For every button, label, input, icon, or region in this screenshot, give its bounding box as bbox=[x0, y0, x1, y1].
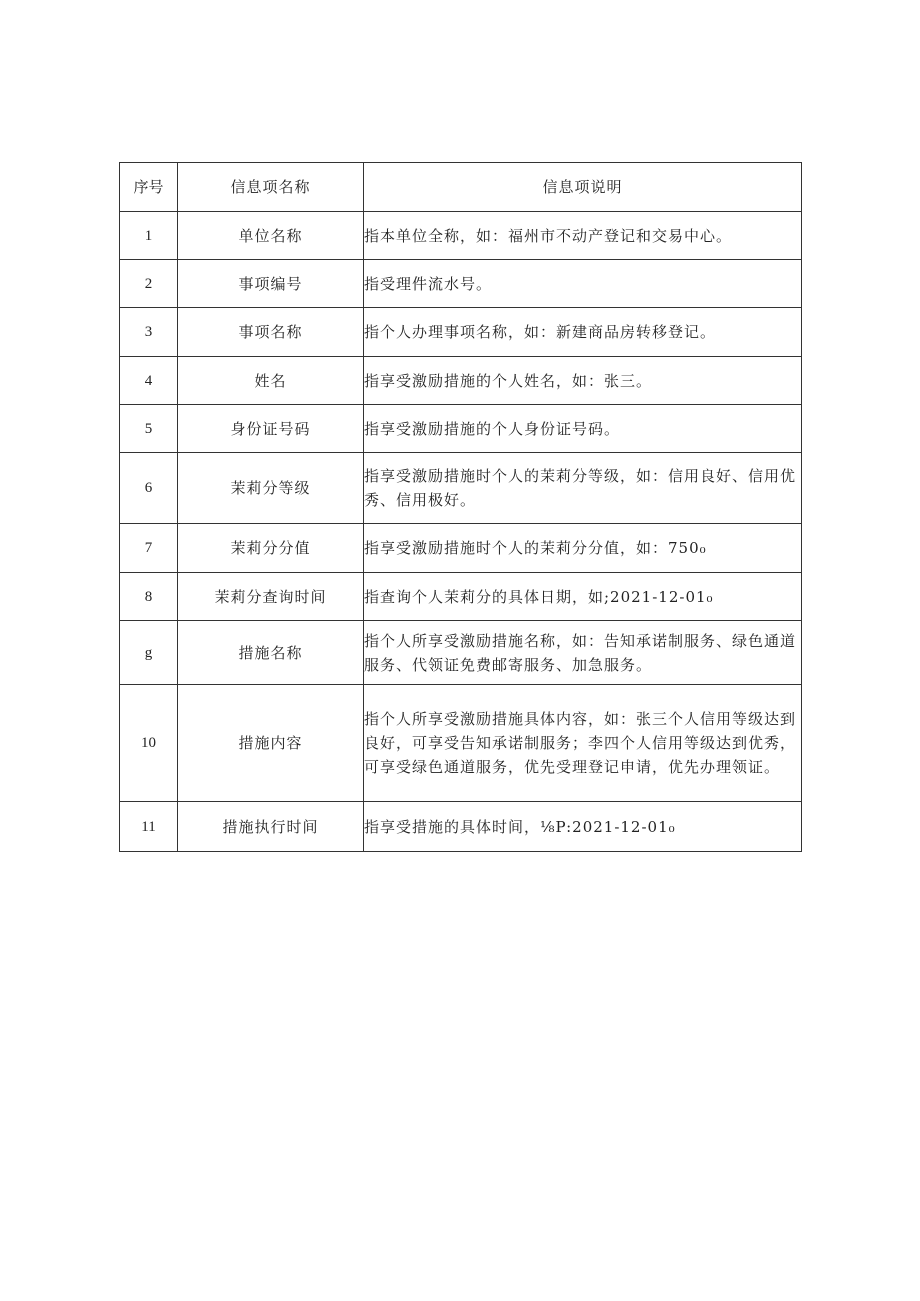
info-items-table bbox=[119, 162, 802, 852]
row-item-description: 指享受激励措施的个人身份证号码。 bbox=[364, 405, 802, 453]
row-item-name: 事项编号 bbox=[178, 260, 364, 308]
row-item-description: 指个人所享受激励措施名称，如：告知承诺制服务、绿色通道服务、代领证免费邮寄服务、加急服务。 bbox=[364, 621, 802, 685]
row-number: 2 bbox=[120, 260, 178, 308]
table-row bbox=[120, 260, 802, 308]
row-item-description: 指享受激励措施时个人的茉莉分分值，如：750₀ bbox=[364, 524, 802, 573]
row-item-description: 指个人所享受激励措施具体内容，如：张三个人信用等级达到良好，可享受告知承诺制服务；李四个人信用等级达到优秀，可享受绿色通道服务，优先受理登记申请，优先办理领证。 bbox=[364, 685, 802, 802]
row-number: 10 bbox=[120, 685, 178, 802]
row-number: 6 bbox=[120, 453, 178, 524]
row-number: g bbox=[120, 621, 178, 685]
row-item-description: 指享受措施的具体时间，⅛P:2021-12-01₀ bbox=[364, 802, 802, 852]
row-number: 11 bbox=[120, 802, 178, 852]
row-item-description: 指本单位全称，如：福州市不动产登记和交易中心。 bbox=[364, 212, 802, 260]
row-item-description: 指享受激励措施时个人的茉莉分等级，如：信用良好、信用优秀、信用极好。 bbox=[364, 453, 802, 524]
table-row bbox=[120, 802, 802, 852]
table-header-row bbox=[120, 163, 802, 212]
row-item-name: 茉莉分等级 bbox=[178, 453, 364, 524]
table-row bbox=[120, 405, 802, 453]
table-row bbox=[120, 573, 802, 621]
row-item-description: 指受理件流水号。 bbox=[364, 260, 802, 308]
header-item-description: 信息项说明 bbox=[364, 163, 802, 212]
row-item-name: 措施执行时间 bbox=[178, 802, 364, 852]
row-item-name: 单位名称 bbox=[178, 212, 364, 260]
table-row bbox=[120, 621, 802, 685]
row-item-name: 身份证号码 bbox=[178, 405, 364, 453]
row-item-name: 事项名称 bbox=[178, 308, 364, 357]
table-row bbox=[120, 357, 802, 405]
table-row bbox=[120, 685, 802, 802]
row-number: 4 bbox=[120, 357, 178, 405]
row-number: 5 bbox=[120, 405, 178, 453]
row-item-name: 茉莉分查询时间 bbox=[178, 573, 364, 621]
table-row bbox=[120, 524, 802, 573]
table-row bbox=[120, 453, 802, 524]
row-item-description: 指查询个人茉莉分的具体日期，如;2021-12-01₀ bbox=[364, 573, 802, 621]
row-number: 3 bbox=[120, 308, 178, 357]
row-number: 1 bbox=[120, 212, 178, 260]
row-number: 7 bbox=[120, 524, 178, 573]
table-row bbox=[120, 308, 802, 357]
row-number: 8 bbox=[120, 573, 178, 621]
table-row bbox=[120, 212, 802, 260]
row-item-name: 措施名称 bbox=[178, 621, 364, 685]
row-item-description: 指个人办理事项名称，如：新建商品房转移登记。 bbox=[364, 308, 802, 357]
row-item-name: 茉莉分分值 bbox=[178, 524, 364, 573]
row-item-description: 指享受激励措施的个人姓名，如：张三。 bbox=[364, 357, 802, 405]
header-serial-number: 序号 bbox=[120, 163, 178, 212]
header-item-name: 信息项名称 bbox=[178, 163, 364, 212]
row-item-name: 姓名 bbox=[178, 357, 364, 405]
row-item-name: 措施内容 bbox=[178, 685, 364, 802]
